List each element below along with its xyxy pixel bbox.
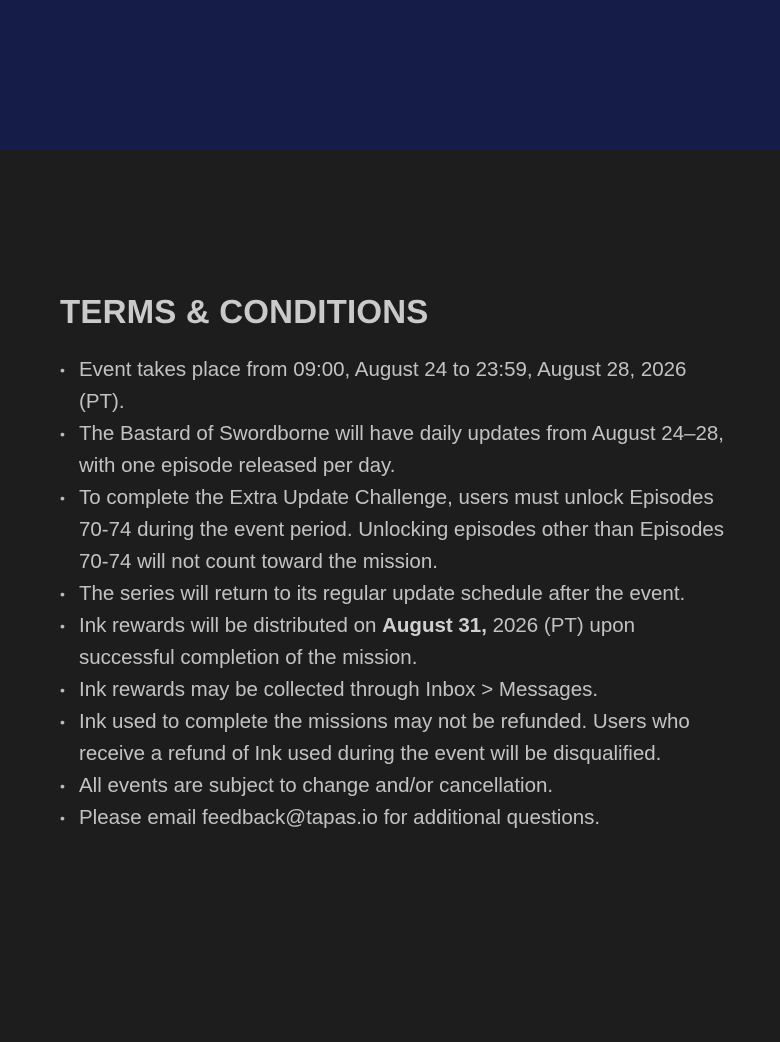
- bullet-icon: •: [60, 490, 65, 506]
- terms-item-regular-schedule: [60, 578, 730, 610]
- terms-item-text: Ink rewards may be collected through Inbox > Messages.: [79, 678, 599, 701]
- terms-section: [60, 292, 730, 834]
- terms-item-text-after: 2026 (PT) upon successful completion of the mission.: [79, 614, 636, 669]
- terms-item-contact: [60, 802, 730, 834]
- terms-item-text: Please email feedback@tapas.io for additional questions.: [79, 806, 601, 829]
- terms-item-collect-rewards: [60, 674, 730, 706]
- bullet-icon: •: [60, 714, 65, 730]
- bullet-icon: •: [60, 682, 65, 698]
- terms-item-text: The Bastard of Swordborne will have daily updates from August 24–28, with one episode released per day.: [79, 422, 724, 477]
- bullet-icon: •: [60, 618, 65, 634]
- terms-item-text: All events are subject to change and/or cancellation.: [79, 774, 554, 797]
- bullet-icon: •: [60, 586, 65, 602]
- terms-item-reward-date: [60, 610, 730, 674]
- terms-list: [60, 354, 730, 834]
- terms-title: TERMS & CONDITIONS: [60, 293, 429, 330]
- terms-item-text: The series will return to its regular update schedule after the event.: [79, 582, 686, 605]
- terms-item-date-bold: August 31,: [382, 614, 487, 637]
- terms-item-challenge: [60, 482, 730, 578]
- terms-item-text: To complete the Extra Update Challenge, users must unlock Episodes 70-74 during the event period. Unlocking episodes other than Episodes 70-74 will not count toward the mission.: [79, 486, 725, 573]
- terms-item-refund-policy: [60, 706, 730, 770]
- terms-item-subject-to-change: [60, 770, 730, 802]
- terms-item-text: Ink used to complete the missions may not be refunded. Users who receive a refund of Ink used during the event will be disqualified.: [79, 710, 690, 765]
- bullet-icon: •: [60, 810, 65, 826]
- top-banner: [0, 0, 780, 150]
- bullet-icon: •: [60, 426, 65, 442]
- bullet-icon: •: [60, 362, 65, 378]
- terms-item-text: Event takes place from 09:00, August 24 to 23:59, August 28, 2026 (PT).: [79, 358, 687, 413]
- bullet-icon: •: [60, 778, 65, 794]
- terms-item-text-before: Ink rewards will be distributed on: [79, 614, 383, 637]
- terms-item-event-dates: [60, 354, 730, 418]
- terms-item-daily-updates: [60, 418, 730, 482]
